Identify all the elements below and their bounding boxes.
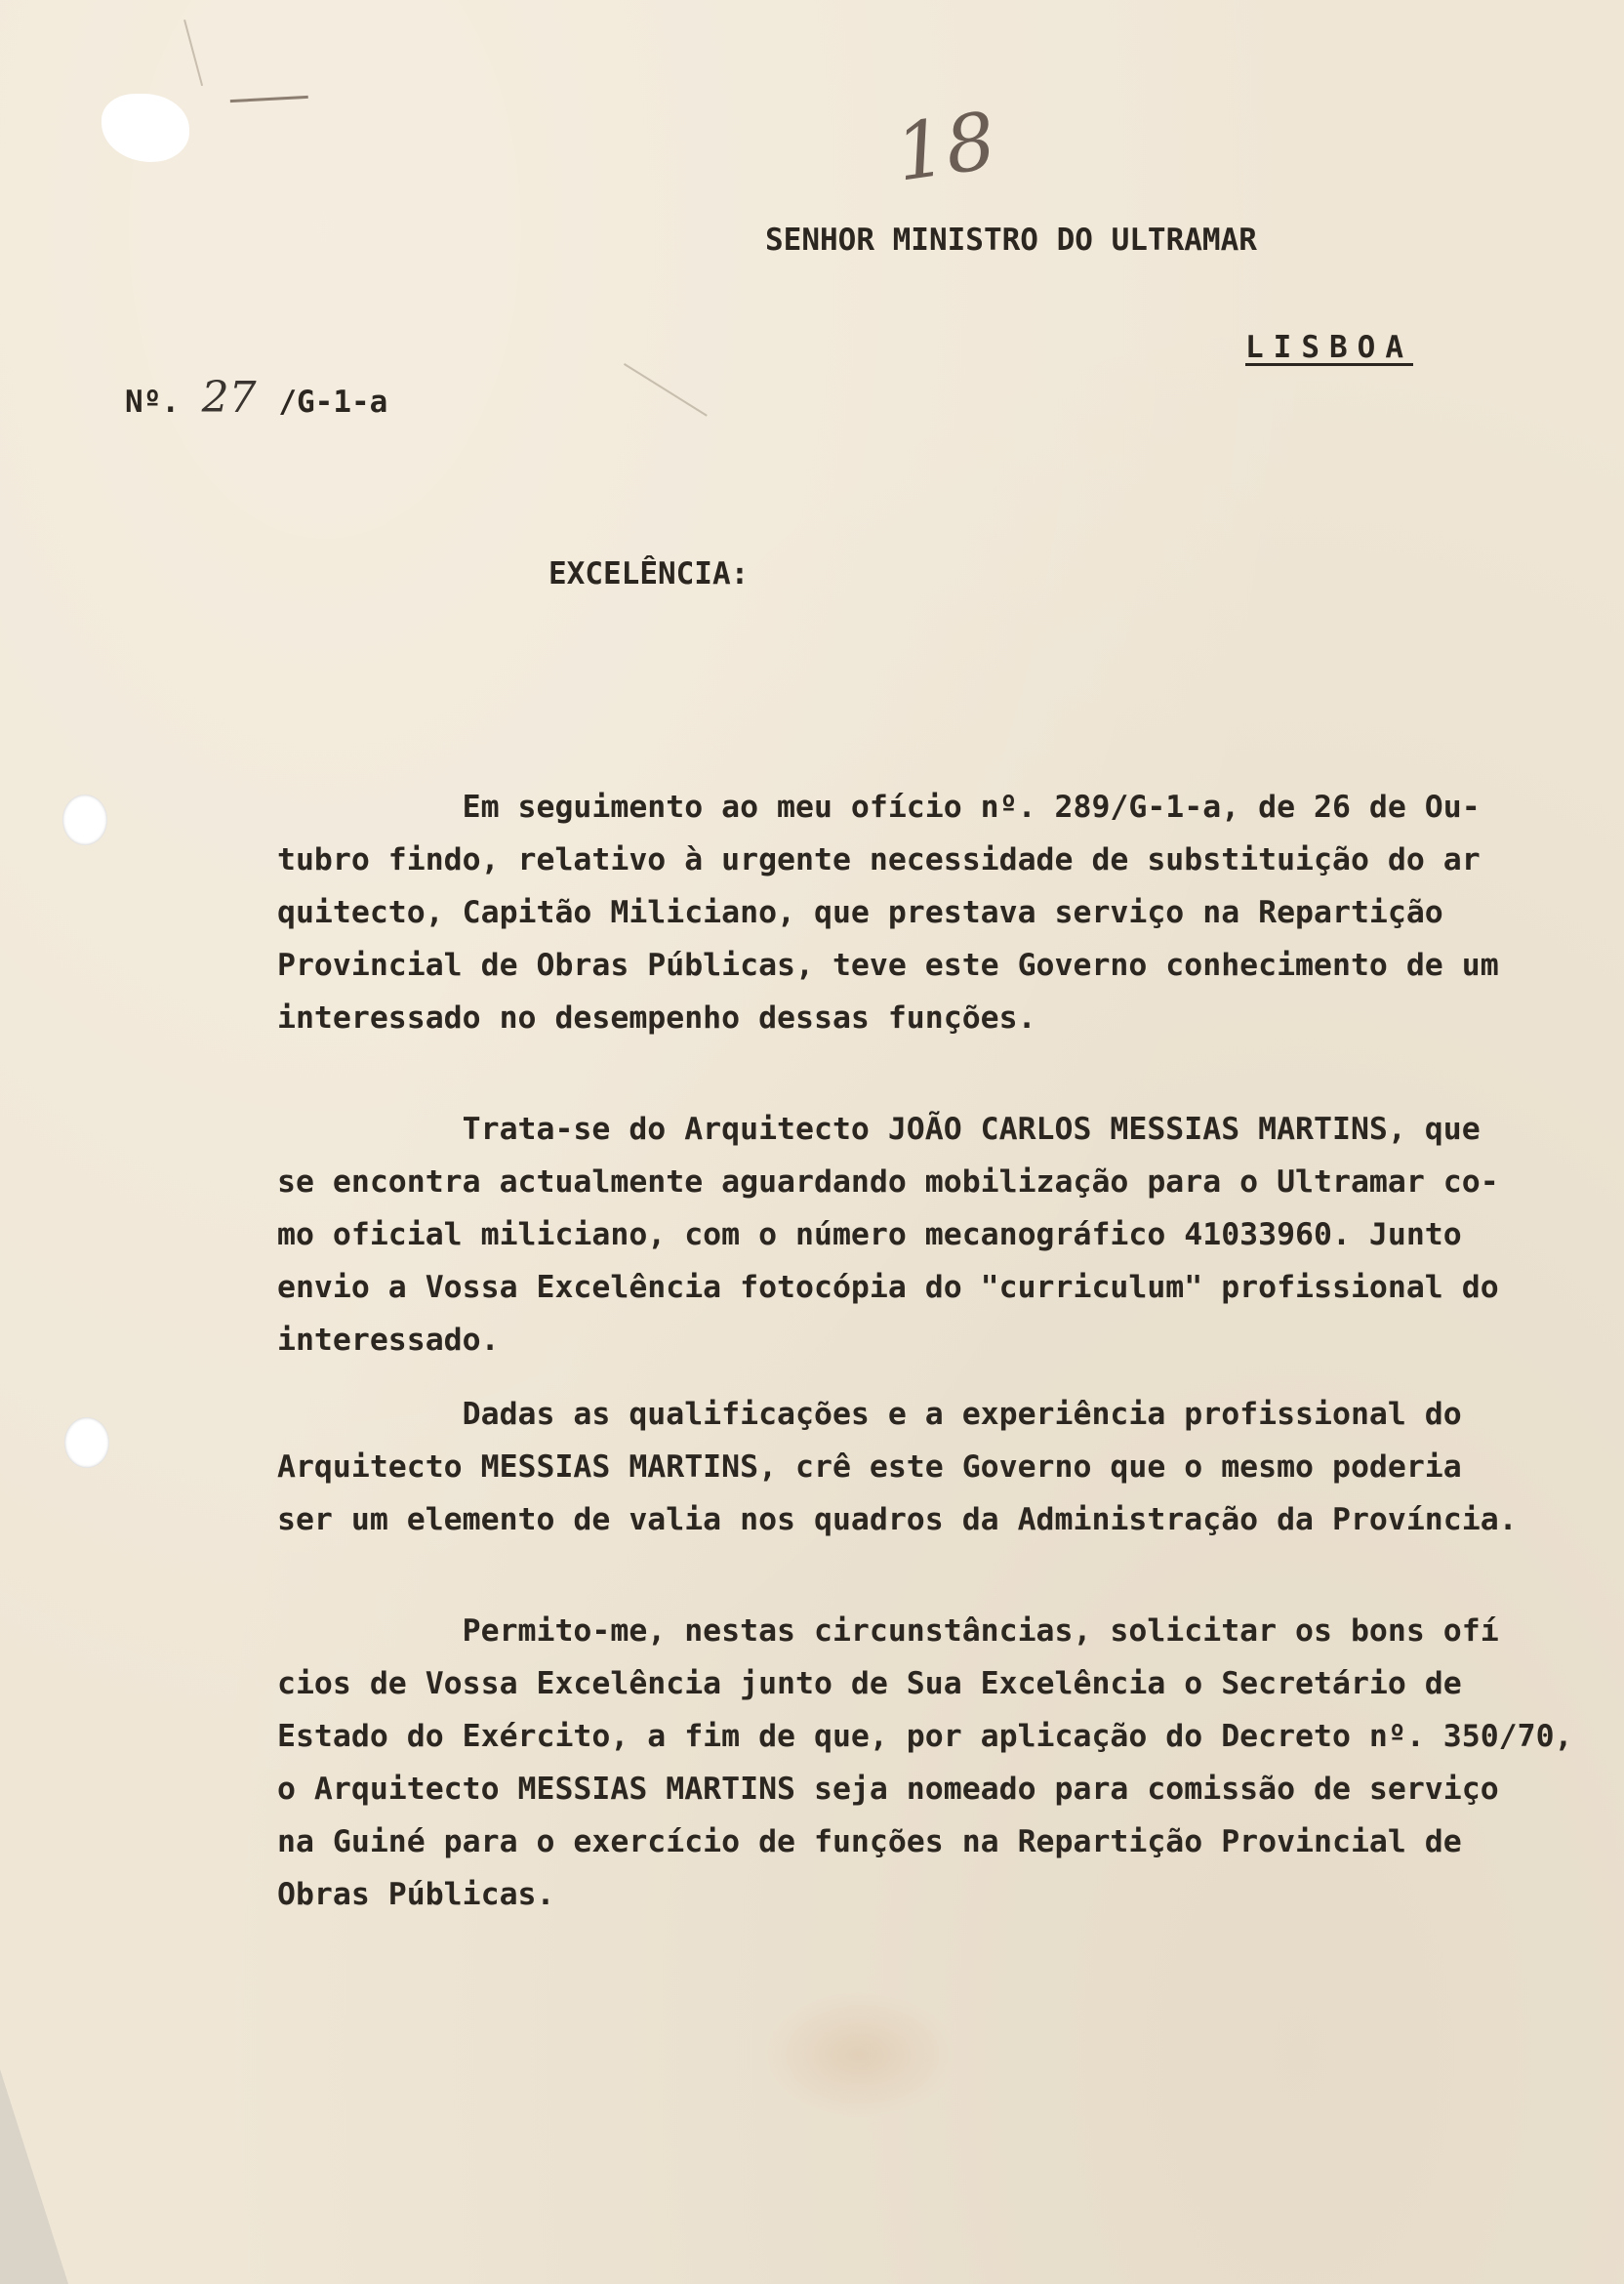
reference-suffix: /G-1-a: [278, 385, 388, 420]
body-line: interessado.: [277, 1323, 500, 1358]
body-line: Dadas as qualificações e a experiência profissional do: [277, 1397, 1462, 1432]
corner-fold: [0, 2069, 68, 2284]
body-line: envio a Vossa Excelência fotocópia do "curriculum" profissional do: [277, 1270, 1499, 1305]
city: LISBOA: [1245, 330, 1413, 365]
body-line: se encontra actualmente aguardando mobilização para o Ultramar co-: [277, 1164, 1499, 1200]
salutation: EXCELÊNCIA:: [548, 556, 750, 591]
paper-stain: [761, 1991, 956, 2118]
body-line: Trata-se do Arquitecto JOÃO CARLOS MESSIAS MARTINS, que: [277, 1112, 1481, 1147]
body-line: Provincial de Obras Públicas, teve este Governo conhecimento de um: [277, 948, 1499, 983]
reference-number: [125, 373, 387, 423]
paper-crease: [624, 363, 708, 417]
handwritten-page-number: 18: [890, 95, 1001, 199]
body-line: interessado no desempenho dessas funções.: [277, 1000, 1036, 1036]
body-line: Permito-me, nestas circunstâncias, solicitar os bons ofí: [277, 1613, 1499, 1649]
body-line: mo oficial miliciano, com o número mecanográfico 41033960. Junto: [277, 1217, 1462, 1252]
body-line: Em seguimento ao meu ofício nº. 289/G-1-a, de 26 de Ou-: [277, 790, 1481, 825]
body-line: Arquitecto MESSIAS MARTINS, crê este Governo que o mesmo poderia: [277, 1449, 1462, 1485]
paper-crease: [183, 20, 203, 86]
body-line: quitecto, Capitão Miliciano, que prestava serviço na Repartição: [277, 895, 1443, 930]
reference-handwritten-number: 27: [201, 373, 257, 423]
body-line: Estado do Exército, a fim de que, por aplicação do Decreto nº. 350/70,: [277, 1719, 1573, 1754]
body-line: o Arquitecto MESSIAS MARTINS seja nomeado para comissão de serviço: [277, 1772, 1499, 1807]
body-line: Obras Públicas.: [277, 1877, 555, 1912]
reference-prefix: Nº.: [125, 385, 180, 420]
body-line: ser um elemento de valia nos quadros da Administração da Província.: [277, 1502, 1518, 1537]
body-line: na Guiné para o exercício de funções na Repartição Provincial de: [277, 1824, 1462, 1859]
addressee: SENHOR MINISTRO DO ULTRAMAR: [765, 223, 1257, 258]
staple-mark: [230, 96, 308, 110]
paper-tear: [102, 94, 189, 162]
body-line: cios de Vossa Excelência junto de Sua Excelência o Secretário de: [277, 1666, 1462, 1701]
body-line: tubro findo, relativo à urgente necessidade de substituição do ar: [277, 842, 1481, 877]
